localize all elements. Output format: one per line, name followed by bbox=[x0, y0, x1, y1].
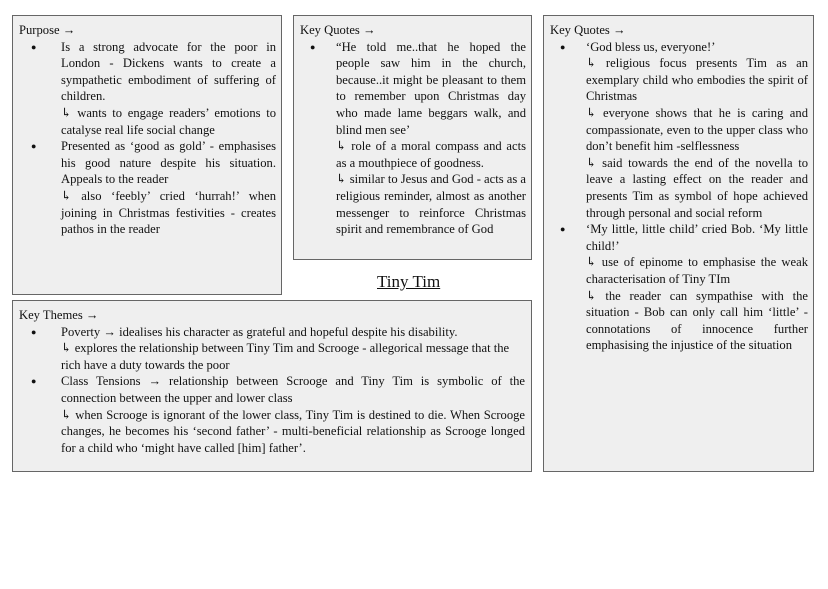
list-item bbox=[550, 39, 808, 222]
purpose-point-2-sub: ↳ also ‘feebly’ cried ‘hurrah!’ when joining in Christmas festivities - creates pathos in the reader bbox=[61, 188, 276, 237]
purpose-point-2: ● Presented as ‘good as gold’ - emphasises his good nature despite his situation. Appeals to the reader bbox=[61, 139, 276, 187]
key-quotes-left-heading: Key Quotes → bbox=[300, 23, 376, 37]
key-themes-list bbox=[19, 324, 525, 457]
quote-analysis: ↳ the reader can sympathise with the situation - Bob can only call him ‘little’ - connotations of innocence further emphasising the injustice of the situation bbox=[586, 288, 808, 353]
theme-analysis: ↳ explores the relationship between Tiny Tim and Scrooge - allegorical message that the rich have a duty towards the poor bbox=[61, 341, 510, 372]
theme-point: ● Poverty → idealises his character as grateful and hopeful despite his disability. bbox=[61, 324, 458, 339]
page-title: Tiny Tim bbox=[377, 272, 441, 291]
list-item bbox=[550, 221, 808, 354]
key-quotes-right-heading: Key Quotes → bbox=[550, 23, 626, 37]
purpose-heading: Purpose → bbox=[19, 23, 76, 37]
purpose-list bbox=[19, 39, 276, 238]
list-item bbox=[300, 39, 526, 238]
key-quotes-box-right bbox=[543, 15, 814, 472]
list-item bbox=[19, 373, 525, 456]
quote-text: ● “He told me..that he hoped the people saw him in the church, because..it might be pleasant to them to remember upon Christmas day who made lame beggars walk, and blind men see’ bbox=[336, 39, 526, 137]
quote-analysis: ↳ everyone shows that he is caring and compassionate, even to the upper class who don’t benefit him -selflessness bbox=[586, 105, 808, 154]
purpose-point-1: ● Is a strong advocate for the poor in London - Dickens wants to create a sympathetic embodiment of suffering of children. bbox=[61, 39, 276, 104]
quote-analysis: ↳ religious focus presents Tim as an exemplary child who embodies the spirit of Christmas bbox=[586, 56, 808, 104]
purpose-point-1-sub: ↳ wants to engage readers’ emotions to catalyse real life social change bbox=[61, 105, 276, 137]
list-item bbox=[19, 324, 525, 374]
key-quotes-right-list bbox=[550, 39, 808, 354]
key-quotes-left-list bbox=[300, 39, 526, 238]
quote-text: ● ‘My little, little child’ cried Bob. ‘My little child!’ bbox=[586, 222, 808, 253]
theme-analysis: ↳ when Scrooge is ignorant of the lower class, Tiny Tim is destined to die. When Scrooge changes, he becomes his ‘second father’ - multi-beneficial relationship as Scrooge longed for a child who ‘might have called [him] father’. bbox=[61, 407, 525, 455]
quote-analysis: ↳ role of a moral compass and acts as a mouthpiece of goodness. bbox=[336, 139, 526, 170]
theme-point: ● Class Tensions → relationship between Scrooge and Tiny Tim is symbolic of the connection between the upper and lower class bbox=[61, 374, 525, 405]
quote-analysis: ↳ said towards the end of the novella to leave a lasting effect on the reader and presents Tim as symbol of hope achieved through personal and social reform bbox=[586, 155, 808, 220]
list-item bbox=[19, 138, 276, 238]
quote-text: ● ‘God bless us, everyone!’ bbox=[586, 39, 716, 54]
key-quotes-box-left bbox=[293, 15, 532, 260]
list-item bbox=[19, 39, 276, 139]
key-themes-box bbox=[12, 300, 532, 472]
purpose-box bbox=[12, 15, 282, 295]
quote-analysis: ↳ use of epinome to emphasise the weak characterisation of Tiny TIm bbox=[586, 255, 808, 286]
key-themes-heading: Key Themes → bbox=[19, 308, 99, 322]
quote-analysis: ↳ similar to Jesus and God - acts as a religious reminder, almost as another messenger to reinforce Christmas spirit and remembrance of God bbox=[336, 172, 526, 237]
